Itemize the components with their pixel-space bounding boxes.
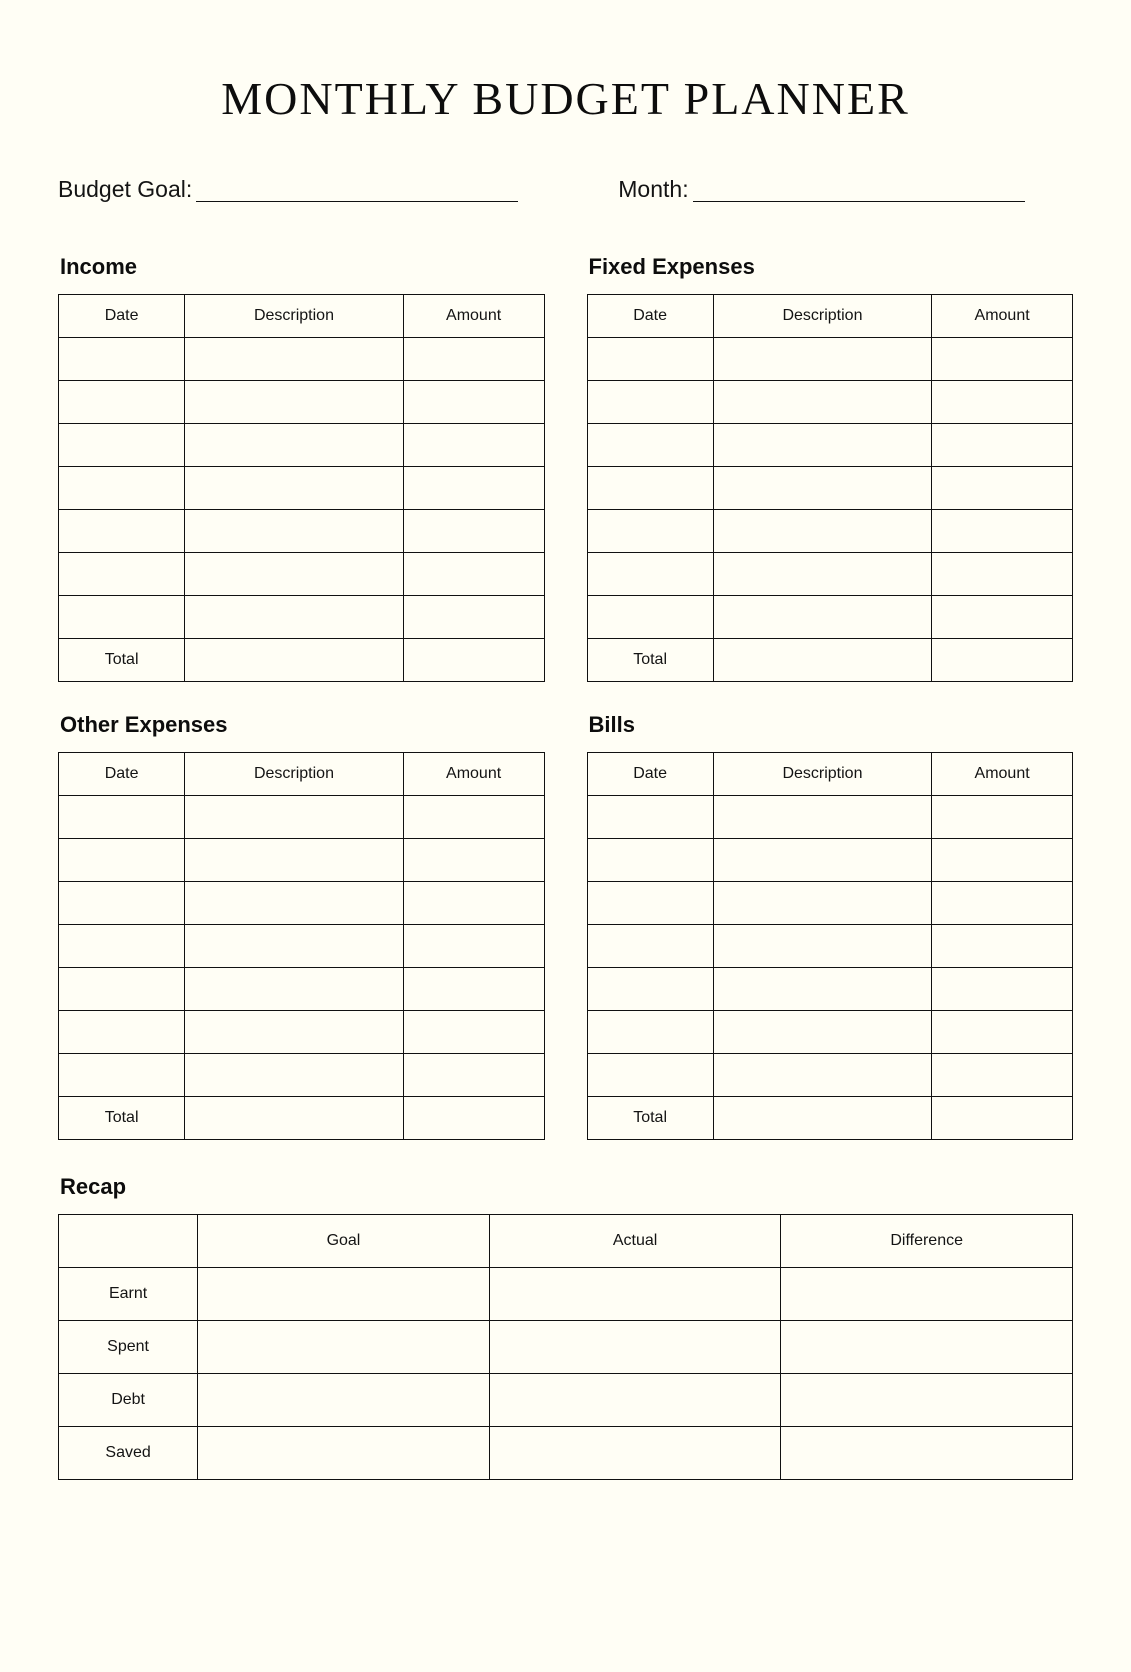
cell-amount[interactable] bbox=[403, 467, 544, 510]
table-row[interactable] bbox=[59, 882, 545, 925]
right-column bbox=[587, 254, 1074, 1140]
table-row[interactable] bbox=[587, 796, 1073, 839]
other-expenses-heading: Other Expenses bbox=[60, 712, 228, 738]
cell-description[interactable] bbox=[185, 338, 403, 381]
cell-amount[interactable] bbox=[403, 596, 544, 639]
cell-amount[interactable] bbox=[932, 510, 1073, 553]
other-expenses-block bbox=[58, 712, 545, 1140]
table-row[interactable] bbox=[59, 338, 545, 381]
table-row[interactable] bbox=[59, 968, 545, 1011]
table-row[interactable] bbox=[587, 338, 1073, 381]
cell-amount[interactable] bbox=[403, 553, 544, 596]
page-title: MONTHLY BUDGET PLANNER bbox=[221, 73, 910, 124]
budget-goal-input[interactable] bbox=[196, 179, 518, 202]
cell-amount[interactable] bbox=[403, 882, 544, 925]
total-description-cell[interactable] bbox=[185, 639, 403, 682]
recap-cell-actual[interactable] bbox=[489, 1321, 781, 1374]
bills-heading: Bills bbox=[588, 712, 635, 738]
column-header-amount: Amount bbox=[403, 295, 544, 338]
table-header-row bbox=[587, 295, 1073, 338]
recap-corner-cell bbox=[59, 1215, 198, 1268]
cell-description[interactable] bbox=[713, 1054, 931, 1097]
cell-date[interactable] bbox=[587, 796, 713, 839]
column-header-description: Description bbox=[713, 295, 931, 338]
total-description-cell[interactable] bbox=[185, 1097, 403, 1140]
table-row[interactable] bbox=[59, 839, 545, 882]
cell-amount[interactable] bbox=[403, 925, 544, 968]
total-amount-cell[interactable] bbox=[932, 1097, 1073, 1140]
income-table[interactable] bbox=[58, 294, 545, 682]
recap-row-earnt[interactable] bbox=[59, 1268, 1073, 1321]
cell-description[interactable] bbox=[185, 1054, 403, 1097]
month-label: Month: bbox=[618, 176, 689, 202]
cell-date[interactable] bbox=[59, 882, 185, 925]
cell-date[interactable] bbox=[587, 596, 713, 639]
total-amount-cell[interactable] bbox=[403, 1097, 544, 1140]
recap-row-debt[interactable] bbox=[59, 1374, 1073, 1427]
total-amount-cell[interactable] bbox=[403, 639, 544, 682]
column-header-date: Date bbox=[587, 753, 713, 796]
fixed-expenses-table[interactable] bbox=[587, 294, 1074, 682]
recap-cell-actual[interactable] bbox=[489, 1374, 781, 1427]
recap-cell-actual[interactable] bbox=[489, 1268, 781, 1321]
tables-columns bbox=[0, 254, 1131, 1140]
recap-row-label: Saved bbox=[59, 1427, 198, 1480]
column-header-amount: Amount bbox=[403, 753, 544, 796]
cell-date[interactable] bbox=[59, 510, 185, 553]
cell-description[interactable] bbox=[185, 968, 403, 1011]
table-row[interactable] bbox=[587, 381, 1073, 424]
table-row[interactable] bbox=[587, 968, 1073, 1011]
cell-description[interactable] bbox=[713, 839, 931, 882]
cell-amount[interactable] bbox=[932, 796, 1073, 839]
column-header-description: Description bbox=[185, 753, 403, 796]
recap-cell-actual[interactable] bbox=[489, 1427, 781, 1480]
cell-amount[interactable] bbox=[403, 796, 544, 839]
cell-date[interactable] bbox=[59, 1054, 185, 1097]
column-header-amount: Amount bbox=[932, 753, 1073, 796]
cell-amount[interactable] bbox=[932, 424, 1073, 467]
cell-amount[interactable] bbox=[932, 882, 1073, 925]
table-row[interactable] bbox=[59, 925, 545, 968]
cell-amount[interactable] bbox=[932, 1054, 1073, 1097]
month-input[interactable] bbox=[693, 179, 1025, 202]
cell-date[interactable] bbox=[59, 424, 185, 467]
cell-date[interactable] bbox=[587, 925, 713, 968]
table-row[interactable] bbox=[59, 1054, 545, 1097]
table-row[interactable] bbox=[587, 510, 1073, 553]
cell-description[interactable] bbox=[185, 925, 403, 968]
cell-description[interactable] bbox=[713, 553, 931, 596]
cell-amount[interactable] bbox=[932, 1011, 1073, 1054]
table-total-row[interactable] bbox=[59, 639, 545, 682]
cell-amount[interactable] bbox=[932, 968, 1073, 1011]
cell-date[interactable] bbox=[587, 553, 713, 596]
other-expenses-table[interactable] bbox=[58, 752, 545, 1140]
table-row[interactable] bbox=[59, 796, 545, 839]
cell-date[interactable] bbox=[59, 968, 185, 1011]
table-row[interactable] bbox=[587, 839, 1073, 882]
table-row[interactable] bbox=[587, 925, 1073, 968]
recap-row-label: Spent bbox=[59, 1321, 198, 1374]
total-label: Total bbox=[587, 639, 713, 682]
cell-description[interactable] bbox=[713, 796, 931, 839]
total-label: Total bbox=[587, 1097, 713, 1140]
cell-date[interactable] bbox=[587, 424, 713, 467]
cell-amount[interactable] bbox=[403, 510, 544, 553]
column-header-date: Date bbox=[587, 295, 713, 338]
cell-amount[interactable] bbox=[403, 968, 544, 1011]
column-header-actual: Actual bbox=[489, 1215, 781, 1268]
table-row[interactable] bbox=[587, 1011, 1073, 1054]
recap-row-label: Debt bbox=[59, 1374, 198, 1427]
recap-cell-difference[interactable] bbox=[781, 1427, 1073, 1480]
cell-description[interactable] bbox=[185, 424, 403, 467]
column-header-description: Description bbox=[185, 295, 403, 338]
meta-row bbox=[0, 177, 1131, 202]
cell-description[interactable] bbox=[185, 839, 403, 882]
cell-amount[interactable] bbox=[932, 553, 1073, 596]
cell-date[interactable] bbox=[587, 1011, 713, 1054]
table-row[interactable] bbox=[587, 882, 1073, 925]
cell-description[interactable] bbox=[713, 381, 931, 424]
column-header-description: Description bbox=[713, 753, 931, 796]
cell-amount[interactable] bbox=[932, 467, 1073, 510]
cell-date[interactable] bbox=[59, 796, 185, 839]
table-row[interactable] bbox=[59, 467, 545, 510]
total-label: Total bbox=[59, 1097, 185, 1140]
cell-amount[interactable] bbox=[932, 381, 1073, 424]
table-total-row[interactable] bbox=[587, 639, 1073, 682]
recap-cell-difference[interactable] bbox=[781, 1374, 1073, 1427]
cell-description[interactable] bbox=[185, 596, 403, 639]
fixed-expenses-heading: Fixed Expenses bbox=[588, 254, 755, 280]
cell-date[interactable] bbox=[587, 839, 713, 882]
cell-date[interactable] bbox=[587, 968, 713, 1011]
cell-description[interactable] bbox=[713, 338, 931, 381]
table-header-row bbox=[587, 753, 1073, 796]
cell-date[interactable] bbox=[59, 381, 185, 424]
cell-date[interactable] bbox=[587, 1054, 713, 1097]
cell-description[interactable] bbox=[713, 968, 931, 1011]
table-header-row bbox=[59, 295, 545, 338]
cell-description[interactable] bbox=[185, 467, 403, 510]
cell-date[interactable] bbox=[587, 338, 713, 381]
table-header-row bbox=[59, 753, 545, 796]
recap-row-saved[interactable] bbox=[59, 1427, 1073, 1480]
recap-table[interactable] bbox=[58, 1214, 1073, 1480]
cell-amount[interactable] bbox=[403, 381, 544, 424]
cell-description[interactable] bbox=[713, 882, 931, 925]
column-header-date: Date bbox=[59, 753, 185, 796]
recap-cell-goal[interactable] bbox=[198, 1374, 490, 1427]
table-row[interactable] bbox=[587, 424, 1073, 467]
table-row[interactable] bbox=[587, 596, 1073, 639]
budget-planner-page bbox=[0, 72, 1131, 1672]
cell-description[interactable] bbox=[185, 510, 403, 553]
table-row[interactable] bbox=[59, 596, 545, 639]
bills-block bbox=[587, 712, 1074, 1140]
cell-date[interactable] bbox=[587, 882, 713, 925]
cell-amount[interactable] bbox=[403, 1011, 544, 1054]
cell-description[interactable] bbox=[185, 553, 403, 596]
cell-description[interactable] bbox=[185, 796, 403, 839]
cell-date[interactable] bbox=[59, 467, 185, 510]
month-field[interactable] bbox=[618, 177, 1024, 202]
cell-date[interactable] bbox=[587, 510, 713, 553]
total-amount-cell[interactable] bbox=[932, 639, 1073, 682]
table-row[interactable] bbox=[59, 1011, 545, 1054]
left-column bbox=[58, 254, 545, 1140]
cell-date[interactable] bbox=[59, 1011, 185, 1054]
cell-description[interactable] bbox=[713, 510, 931, 553]
cell-amount[interactable] bbox=[403, 839, 544, 882]
table-total-row[interactable] bbox=[587, 1097, 1073, 1140]
income-block bbox=[58, 254, 545, 682]
cell-description[interactable] bbox=[713, 467, 931, 510]
column-header-goal: Goal bbox=[198, 1215, 490, 1268]
recap-row-spent[interactable] bbox=[59, 1321, 1073, 1374]
cell-description[interactable] bbox=[185, 381, 403, 424]
cell-amount[interactable] bbox=[403, 1054, 544, 1097]
cell-date[interactable] bbox=[59, 839, 185, 882]
cell-description[interactable] bbox=[713, 1011, 931, 1054]
cell-amount[interactable] bbox=[932, 839, 1073, 882]
fixed-expenses-block bbox=[587, 254, 1074, 682]
recap-block bbox=[0, 1174, 1131, 1480]
table-row[interactable] bbox=[587, 1054, 1073, 1097]
recap-cell-goal[interactable] bbox=[198, 1268, 490, 1321]
budget-goal-label: Budget Goal: bbox=[58, 176, 193, 202]
table-total-row[interactable] bbox=[59, 1097, 545, 1140]
recap-heading: Recap bbox=[60, 1174, 127, 1200]
budget-goal-field[interactable] bbox=[58, 177, 518, 202]
column-header-date: Date bbox=[59, 295, 185, 338]
recap-row-label: Earnt bbox=[59, 1268, 198, 1321]
cell-amount[interactable] bbox=[403, 338, 544, 381]
bills-table[interactable] bbox=[587, 752, 1074, 1140]
table-row[interactable] bbox=[587, 553, 1073, 596]
cell-description[interactable] bbox=[713, 596, 931, 639]
income-heading: Income bbox=[60, 254, 138, 280]
cell-date[interactable] bbox=[587, 381, 713, 424]
cell-amount[interactable] bbox=[403, 424, 544, 467]
cell-description[interactable] bbox=[713, 424, 931, 467]
table-row[interactable] bbox=[59, 553, 545, 596]
table-row[interactable] bbox=[59, 424, 545, 467]
cell-description[interactable] bbox=[713, 925, 931, 968]
cell-date[interactable] bbox=[59, 925, 185, 968]
cell-description[interactable] bbox=[185, 1011, 403, 1054]
column-header-difference: Difference bbox=[781, 1215, 1073, 1268]
table-row[interactable] bbox=[59, 510, 545, 553]
recap-header-row bbox=[59, 1215, 1073, 1268]
table-row[interactable] bbox=[59, 381, 545, 424]
cell-amount[interactable] bbox=[932, 338, 1073, 381]
cell-date[interactable] bbox=[59, 596, 185, 639]
recap-cell-difference[interactable] bbox=[781, 1268, 1073, 1321]
recap-cell-goal[interactable] bbox=[198, 1427, 490, 1480]
total-description-cell[interactable] bbox=[713, 1097, 931, 1140]
cell-date[interactable] bbox=[59, 338, 185, 381]
cell-date[interactable] bbox=[587, 467, 713, 510]
cell-date[interactable] bbox=[59, 553, 185, 596]
recap-cell-goal[interactable] bbox=[198, 1321, 490, 1374]
recap-cell-difference[interactable] bbox=[781, 1321, 1073, 1374]
total-description-cell[interactable] bbox=[713, 639, 931, 682]
cell-description[interactable] bbox=[185, 882, 403, 925]
cell-amount[interactable] bbox=[932, 596, 1073, 639]
table-row[interactable] bbox=[587, 467, 1073, 510]
cell-amount[interactable] bbox=[932, 925, 1073, 968]
column-header-amount: Amount bbox=[932, 295, 1073, 338]
total-label: Total bbox=[59, 639, 185, 682]
